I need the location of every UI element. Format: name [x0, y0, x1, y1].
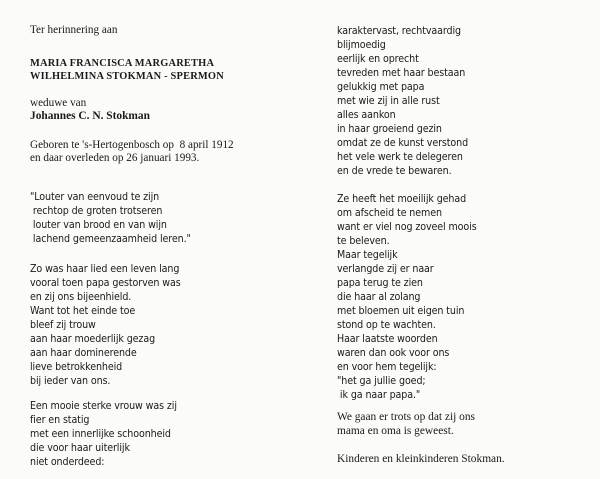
poem-line: omdat ze de kunst verstond	[337, 137, 469, 149]
poem-line: te beleven.	[337, 235, 390, 247]
poem-line: die voor haar uiterlijk	[30, 442, 130, 454]
poem-line: bij ieder van ons.	[30, 375, 111, 387]
poem-line: in haar groeiend gezin	[337, 123, 442, 135]
poem-line: gelukkig met papa	[337, 81, 425, 93]
poem-line: Maar tegelijk	[337, 249, 398, 261]
quote-line: "Louter van eenvoud te zijn	[30, 191, 160, 203]
husband-name: Johannes C. N. Stokman	[30, 110, 150, 122]
poem-line: verlangde zij er naar	[337, 263, 434, 275]
widow-of-text: weduwe van	[30, 97, 87, 109]
poem-line: Haar laatste woorden	[337, 333, 438, 345]
poem-line: het vele werk te delegeren	[337, 151, 463, 163]
poem-line: met een innerlijke schoonheid	[30, 428, 171, 440]
poem-line: en zij ons bijeenhield.	[30, 291, 132, 303]
poem-line: met wie zij in alle rust	[337, 95, 440, 107]
poem-line: papa terug te zien	[337, 277, 423, 289]
death-text: en daar overleden op 26 januari 1993.	[30, 152, 200, 164]
poem-line: lieve betrokkenheid	[30, 361, 123, 373]
poem-line: Zo was haar lied een leven lang	[30, 263, 180, 275]
poem-line: om afscheid te nemen	[337, 207, 442, 219]
poem-line: Want tot het einde toe	[30, 305, 136, 317]
poem-line: vooral toen papa gestorven was	[30, 277, 181, 289]
signature-text: Kinderen en kleinkinderen Stokman.	[337, 453, 505, 465]
poem-line: Een mooie sterke vrouw was zij	[30, 400, 177, 412]
poem-line: alles aankon	[337, 109, 396, 121]
deceased-name-line-1: MARIA FRANCISCA MARGARETHA	[30, 58, 215, 69]
quote-line: lachend gemeenzaamheid leren."	[30, 233, 191, 245]
quote-line: rechtop de groten trotseren	[30, 205, 163, 217]
poem-line: en voor hem tegelijk:	[337, 361, 437, 373]
poem-line: met bloemen uit eigen tuin	[337, 305, 465, 317]
deceased-name-line-2: WILHELMINA STOKMAN - SPERMON	[30, 71, 224, 82]
poem-line: "het ga jullie goed;	[337, 375, 426, 387]
poem-line: ik ga naar papa."	[337, 389, 421, 401]
poem-line: bleef zij trouw	[30, 319, 96, 331]
poem-line: mama en oma is geweest.	[337, 425, 454, 437]
poem-line: We gaan er trots op dat zij ons	[337, 411, 475, 423]
poem-line: aan haar moederlijk gezag	[30, 333, 156, 345]
poem-line: tevreden met haar bestaan	[337, 67, 466, 79]
poem-line: die haar al zolang	[337, 291, 421, 303]
quote-line: louter van brood en van wijn	[30, 219, 167, 231]
poem-line: stond op te wachten.	[337, 319, 436, 331]
poem-line: niet onderdeed:	[30, 456, 105, 468]
poem-line: blijmoedig	[337, 39, 386, 51]
birth-text: Geboren te 's-Hertogenbosch op 8 april 1912	[30, 139, 234, 151]
poem-line: aan haar dominerende	[30, 347, 137, 359]
poem-line: karaktervast, rechtvaardig	[337, 25, 461, 37]
poem-line: fier en statig	[30, 414, 90, 426]
poem-line: waren dan ook voor ons	[337, 347, 450, 359]
poem-line: Ze heeft het moeilijk gehad	[337, 193, 467, 205]
poem-line: en de vrede te bewaren.	[337, 165, 452, 177]
intro-text: Ter herinnering aan	[30, 24, 118, 36]
poem-line: want er viel nog zoveel moois	[337, 221, 477, 233]
poem-line: eerlijk en oprecht	[337, 53, 419, 65]
